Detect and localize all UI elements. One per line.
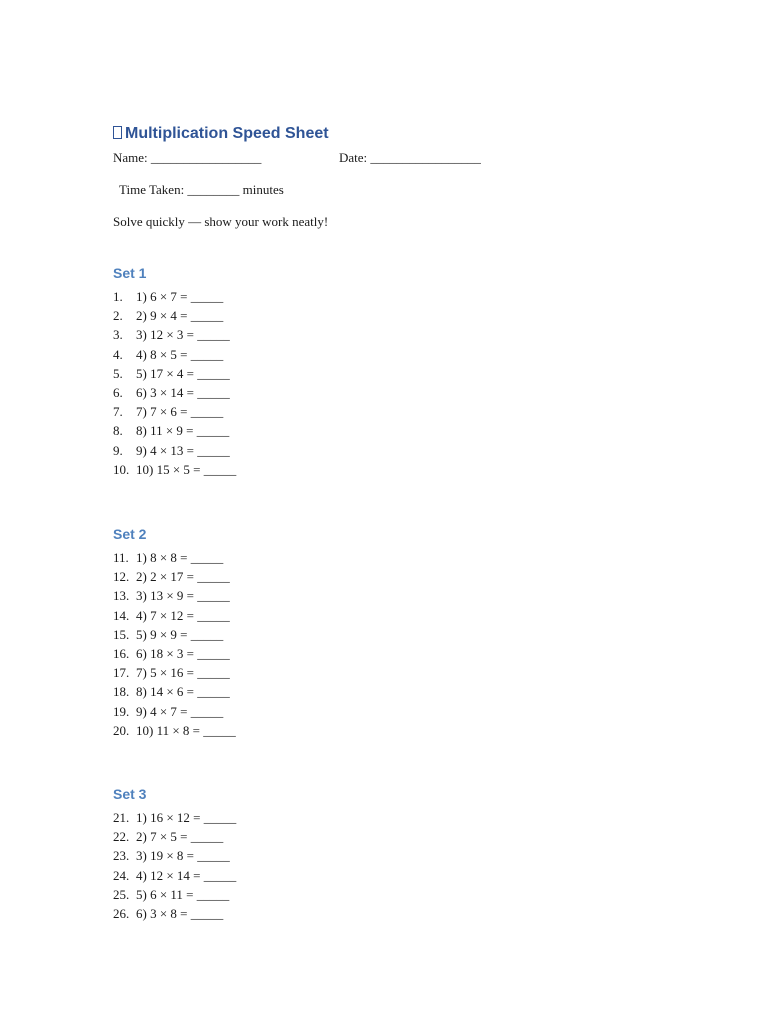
problem-item <box>113 885 236 904</box>
set-3-problem-list <box>113 808 236 923</box>
problem-number: 26. <box>113 905 130 921</box>
problem-item <box>113 702 236 721</box>
problem-number: 10. <box>113 461 130 477</box>
problem-number: 17. <box>113 665 130 681</box>
problem-number: 20. <box>113 722 130 738</box>
problem-number: 7. <box>113 404 123 420</box>
problem-item <box>113 846 236 865</box>
set-1-heading: Set 1 <box>113 265 147 281</box>
problem-item <box>113 808 236 827</box>
problem-item <box>113 625 236 644</box>
problem-item <box>113 325 236 344</box>
problem-item <box>113 364 236 383</box>
problem-item <box>113 402 236 421</box>
problem-number: 1. <box>113 289 123 304</box>
box-glyph-icon <box>113 126 122 139</box>
problem-item <box>113 721 236 740</box>
problem-number: 8. <box>113 423 123 439</box>
problem-number: 5. <box>113 365 123 381</box>
problem-text: 3) 12 × 3 = _____ <box>136 327 230 343</box>
problem-number: 21. <box>113 810 130 825</box>
problem-text: 6) 18 × 3 = _____ <box>136 645 230 661</box>
problem-item <box>113 644 236 663</box>
problem-item <box>113 306 236 325</box>
problem-item <box>113 441 236 460</box>
problem-number: 11. <box>113 550 129 565</box>
problem-number: 18. <box>113 684 130 700</box>
problem-number: 25. <box>113 886 130 902</box>
set-2-problem-list <box>113 548 236 740</box>
problem-number: 19. <box>113 703 130 719</box>
problem-text: 8) 11 × 9 = _____ <box>136 423 230 439</box>
problem-text: 5) 17 × 4 = _____ <box>136 365 230 381</box>
problem-item <box>113 904 236 923</box>
problem-text: 7) 5 × 16 = _____ <box>136 665 230 681</box>
problem-text: 7) 7 × 6 = _____ <box>136 404 224 420</box>
instructions-text: Solve quickly — show your work neatly! <box>113 214 329 229</box>
set-3-heading: Set 3 <box>113 786 147 802</box>
date-field-line: Date: _________________ <box>339 150 481 165</box>
problem-item <box>113 586 236 605</box>
problem-text: 10) 11 × 8 = _____ <box>136 722 236 738</box>
problem-item <box>113 460 236 479</box>
problem-text: 2) 7 × 5 = _____ <box>136 829 224 845</box>
problem-item <box>113 866 236 885</box>
problem-item <box>113 345 236 364</box>
set-1-problem-list <box>113 287 236 479</box>
problem-number: 3. <box>113 327 123 343</box>
problem-item <box>113 827 236 846</box>
problem-text: 4) 8 × 5 = _____ <box>136 346 224 362</box>
problem-text: 6) 3 × 14 = _____ <box>136 384 230 400</box>
problem-number: 23. <box>113 848 130 864</box>
problem-text: 2) 2 × 17 = _____ <box>136 569 230 585</box>
problem-item <box>113 567 236 586</box>
problem-number: 22. <box>113 829 130 845</box>
problem-number: 14. <box>113 607 130 623</box>
problem-text: 4) 12 × 14 = _____ <box>136 867 237 883</box>
worksheet-title-text: Multiplication Speed Sheet <box>125 125 329 142</box>
problem-text: 6) 3 × 8 = _____ <box>136 905 224 921</box>
problem-item <box>113 383 236 402</box>
problem-text: 5) 9 × 9 = _____ <box>136 626 224 642</box>
problem-number: 12. <box>113 569 130 585</box>
problem-text: 1) 16 × 12 = _____ <box>136 810 237 825</box>
worksheet-title <box>113 125 329 143</box>
problem-text: 2) 9 × 4 = _____ <box>136 308 224 324</box>
problem-item <box>113 421 236 440</box>
problem-text: 10) 15 × 5 = _____ <box>136 461 237 477</box>
problem-item <box>113 682 236 701</box>
problem-text: 1) 8 × 8 = _____ <box>136 550 224 565</box>
problem-number: 15. <box>113 626 130 642</box>
time-taken-line: Time Taken: ________ minutes <box>119 182 284 197</box>
problem-item <box>113 287 236 306</box>
problem-text: 8) 14 × 6 = _____ <box>136 684 230 700</box>
problem-number: 13. <box>113 588 130 604</box>
problem-item <box>113 663 236 682</box>
set-2-heading: Set 2 <box>113 526 147 542</box>
problem-text: 5) 6 × 11 = _____ <box>136 886 230 902</box>
problem-item <box>113 606 236 625</box>
problem-number: 4. <box>113 346 123 362</box>
problem-text: 9) 4 × 7 = _____ <box>136 703 224 719</box>
problem-number: 24. <box>113 867 130 883</box>
problem-text: 4) 7 × 12 = _____ <box>136 607 230 623</box>
name-field-line: Name: _________________ <box>113 150 262 165</box>
problem-item <box>113 548 236 567</box>
problem-text: 3) 19 × 8 = _____ <box>136 848 230 864</box>
problem-number: 9. <box>113 442 123 458</box>
problem-text: 3) 13 × 9 = _____ <box>136 588 230 604</box>
problem-text: 1) 6 × 7 = _____ <box>136 289 224 304</box>
problem-number: 6. <box>113 384 123 400</box>
problem-number: 2. <box>113 308 123 324</box>
problem-text: 9) 4 × 13 = _____ <box>136 442 230 458</box>
problem-number: 16. <box>113 645 130 661</box>
